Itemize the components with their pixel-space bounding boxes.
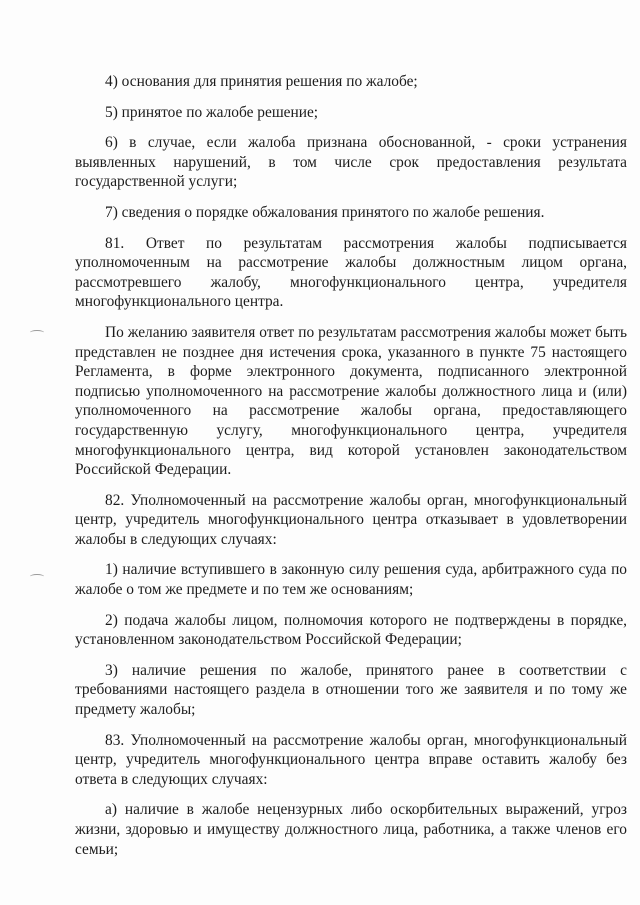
paragraph-clause-82: 82. Уполномоченный на рассмотрение жалобы орган, многофункциональный центр, учредитель многофункционального центра отказывает в удовлетворении жалобы в следующих случаях: <box>75 491 627 548</box>
paragraph-refusal-3: 3) наличие решения по жалобе, принятого ранее в соответствии с требованиями настоящего раздела в отношении того же заявителя и по тому же предмету жалобы; <box>75 661 627 719</box>
scan-margin-mark <box>30 574 44 579</box>
paragraph-clause-81: 81. Ответ по результатам рассмотрения жалобы подписывается уполномоченным на рассмотрение жалобы должностным лицом органа, рассмотревшего жалобу, многофункционального центра, учредителя многофункционального центра. <box>75 234 627 311</box>
paragraph-clause-83: 83. Уполномоченный на рассмотрение жалобы орган, многофункциональный центр, учредитель многофункционального центра вправе оставить жалобу без ответа в следующих случаях: <box>75 731 627 788</box>
paragraph-refusal-2: 2) подача жалобы лицом, полномочия которого не подтверждены в порядке, установленном законодательством Российской Федерации; <box>75 611 627 649</box>
paragraph-item-a: а) наличие в жалобе нецензурных либо оскорбительных выражений, угроз жизни, здоровью и имуществу должностного лица, работника, а также членов его семьи; <box>75 801 627 858</box>
scan-margin-mark <box>30 330 44 335</box>
paragraph-electronic-response: По желанию заявителя ответ по результатам рассмотрения жалобы может быть представлен не позднее дня истечения срока, указанного в пункте 75 настоящего Регламента, в форме электронного документа, подписанного электронной подписью уполномоченного на рассмотрение жалобы должностного лица и (или) уполномоченного на рассмотрение жалобы органа, предоставляющего государственную услугу, многофункционального центра, учредителя многофункционального центра, вид которой установлен законодательством Российской Федерации. <box>75 323 627 479</box>
document-body <box>75 72 627 870</box>
paragraph-item-4: 4) основания для принятия решения по жалобе; <box>105 73 418 90</box>
paragraph-item-7: 7) сведения о порядке обжалования принятого по жалобе решения. <box>105 203 545 221</box>
paragraph-item-6: 6) в случае, если жалоба признана обоснованной, - сроки устранения выявленных нарушений, в том числе срок предоставления результата государственной услуги; <box>75 134 627 191</box>
paragraph-item-5: 5) принятое по жалобе решение; <box>105 103 319 121</box>
paragraph-refusal-1: 1) наличие вступившего в законную силу решения суда, арбитражного суда по жалобе о том же предмете и по тем же основаниям; <box>75 561 627 599</box>
